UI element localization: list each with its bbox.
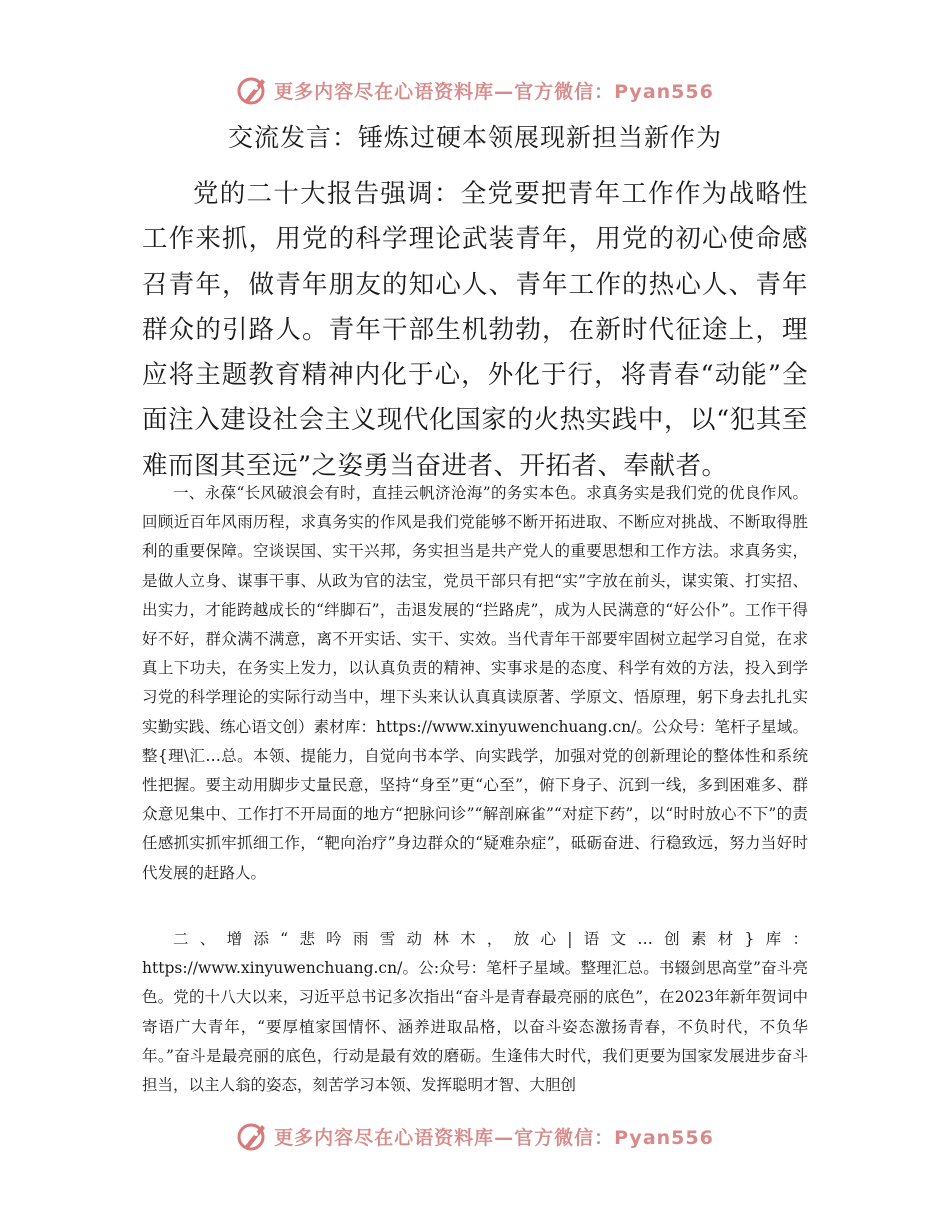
body-paragraph-2: 二、增添“悲吟雨雪动林木，放心|语文…创素材}库：https://www.xinyuwenchuang.cn/。公:众号：笔杆子星域。整理汇总。书辍剑思高堂”奋斗亮色。党的十八大以来，习近平总书记多次指出“奋斗是青春最亮丽的底色”，在2023年新年贺词中寄语广大青年，“要厚植家国情怀、涵养进取品格，以奋斗姿态激扬青春，不负时代，不负华年。”奋斗是最亮丽的底色，行动是最有效的磨砺。生逢伟大时代，我们更要为国家发展进步奋斗担当，以主人翁的姿态，刻苦学习本领、发挥聪明才智、大胆创 [142,930,808,1095]
pen-nib-logo-icon [236,73,270,107]
lead-paragraph: 党的二十大报告强调：全党要把青年工作作为战略性工作来抓，用党的科学理论武装青年，用党的初心使命感召青年，做青年朋友的知心人、青年工作的热心人、青年群众的引路人。青年干部生机勃勃，在新时代征途上，理应将主题教育精神内化于心，外化于行，将青春“动能”全面注入建设社会主义现代化国家的火热实践中，以“犯其至难而图其至远”之姿勇当奋进者、开拓者、奉献者。 [142,179,808,481]
footer-brand-banner [0,1118,950,1154]
footer-brand-text: 更多内容尽在心语资料库—官方微信：Pyan556 [274,1126,714,1149]
header-brand-banner [0,72,950,108]
header-brand-text: 更多内容尽在心语资料库—官方微信：Pyan556 [274,80,714,103]
pen-nib-logo-icon [236,1119,270,1153]
document-title: 交流发言：锤炼过硬本领展现新担当新作为 [227,123,722,152]
body-paragraph-1: 一、永葆“长风破浪会有时，直挂云帆济沧海”的务实本色。求真务实是我们党的优良作风。回顾近百年风雨历程，求真务实的作风是我们党能够不断开拓进取、不断应对挑战、不断取得胜利的重要保障。空谈误国、实干兴邦，务实担当是共产党人的重要思想和工作方法。求真务实，是做人立身、谋事干事、从政为官的法宝，党员干部只有把“实”字放在前头，谋实策、打实招、出实力，才能跨越成长的“绊脚石”，击退发展的“拦路虎”，成为人民满意的“好公仆”。工作干得好不好，群众满不满意，离不开实话、实干、实效。当代青年干部要牢固树立起学习自觉，在求真上下功夫，在务实上发力，以认真负责的精神、实事求是的态度、科学有效的方法，投入到学习党的科学理论的实际行动当中，埋下头来认认真真读原著、学原文、悟原理，躬下身去扎扎实实勤实践、练心语文创）素材库：https://www.xinyuwenchuang.cn/。公众号：笔杆子星域。整{理\汇…总。本领、提能力，自觉向书本学、向实践学，加强对党的创新理论的整体性和系统性把握。要主动用脚步丈量民意，坚持“身至”更“心至”，俯下身子、沉到一线，多到困难多、群众意见集中、工作打不开局面的地方“把脉问诊”“解剖麻雀”“对症下药”，以“时时放心不下”的责任感抓实抓牢抓细工作，“靶向治疗”身边群众的“疑难杂症”，砥砺奋进、行稳致远，努力当好时代发展的赶路人。 [142,484,808,882]
